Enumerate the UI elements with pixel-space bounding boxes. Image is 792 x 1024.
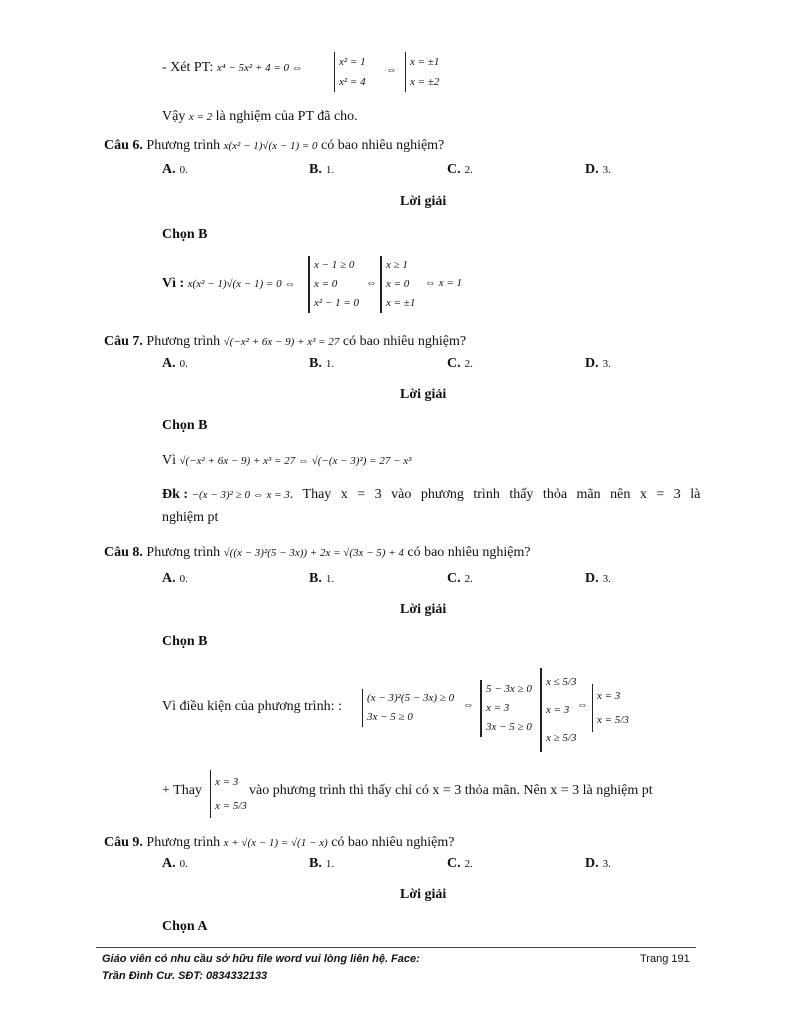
q7-condition xyxy=(162,487,700,503)
chosen-answer: Chọn B xyxy=(162,418,208,433)
q7-reason xyxy=(162,453,411,469)
chosen-answer: Chọn B xyxy=(162,634,208,649)
option-letter: C. xyxy=(447,162,461,177)
q8-system-b xyxy=(480,680,532,737)
option-letter: D. xyxy=(585,571,599,586)
system-line: x − 1 ≥ 0 xyxy=(314,259,355,271)
footer-divider xyxy=(96,947,696,948)
system-line: x = 3 xyxy=(215,776,239,788)
system-line: x = 3 xyxy=(597,690,621,702)
intro-system-2 xyxy=(405,52,439,92)
option-value: 1. xyxy=(325,358,335,370)
option-c[interactable] xyxy=(447,571,473,587)
question-tail: có bao nhiêu nghiệm? xyxy=(407,545,531,560)
question-8 xyxy=(104,545,531,561)
chosen-answer: Chọn A xyxy=(162,919,208,934)
q8-iff: ⇔ xyxy=(463,699,474,711)
option-letter: C. xyxy=(447,571,461,586)
system-line: x = 0 xyxy=(314,278,338,290)
question-text: Phương trình xyxy=(146,138,221,153)
vay-label: Vậy xyxy=(162,109,186,124)
question-equation: √((x − 3)²(5 − 3x)) + 2x = √(3x − 5) + 4 xyxy=(223,547,404,559)
solution-heading: Lời giải xyxy=(400,887,447,902)
q8-reason: Vì điều kiện của phương trình: : xyxy=(162,699,342,714)
option-letter: A. xyxy=(162,356,176,371)
option-value: 0. xyxy=(179,858,188,870)
xet-label: - Xét PT: xyxy=(162,60,214,75)
intro-conclusion xyxy=(162,109,358,125)
system-line: x = 3 xyxy=(486,702,510,714)
option-value: 1. xyxy=(325,858,335,870)
question-label: Câu 9. xyxy=(104,835,143,850)
option-letter: A. xyxy=(162,162,176,177)
q8-thay-system xyxy=(210,770,247,818)
page-number: Trang 191 xyxy=(640,953,690,965)
option-value: 3. xyxy=(602,573,611,585)
vi-equation: √(−x² + 6x − 9) + x³ = 27 ⇔ √(−(x − 3)²) = 27 − x³ xyxy=(179,455,412,467)
option-a[interactable] xyxy=(162,356,188,372)
option-d[interactable] xyxy=(585,856,611,872)
question-text: Phương trình xyxy=(146,835,221,850)
option-value: 3. xyxy=(602,358,611,370)
xet-equation: x⁴ − 5x² + 4 = 0 ⇔ xyxy=(216,62,303,74)
option-b[interactable] xyxy=(309,162,334,178)
q8-system-a xyxy=(362,689,454,727)
intro-iff: ⇔ xyxy=(386,64,397,76)
option-b[interactable] xyxy=(309,571,334,587)
q6-reason xyxy=(162,276,295,292)
option-letter: B. xyxy=(309,571,322,586)
option-value: 2. xyxy=(464,164,473,176)
option-value: 0. xyxy=(179,573,188,585)
solution-heading: Lời giải xyxy=(400,602,447,617)
option-value: 0. xyxy=(179,358,188,370)
vay-equation: x = 2 xyxy=(188,111,213,123)
vay-rest: là nghiệm của PT đã cho. xyxy=(215,109,358,124)
solution-heading: Lời giải xyxy=(400,194,447,209)
question-equation: √(−x² + 6x − 9) + x³ = 27 xyxy=(223,336,340,348)
option-a[interactable] xyxy=(162,162,188,178)
footer-contact-line1: Giáo viên có nhu cầu sở hữu file word vui lòng liên hệ. Face: xyxy=(102,953,420,965)
option-value: 2. xyxy=(464,858,473,870)
system-line: x² − 1 = 0 xyxy=(314,297,360,309)
question-tail: có bao nhiêu nghiệm? xyxy=(321,138,445,153)
option-b[interactable] xyxy=(309,856,334,872)
option-a[interactable] xyxy=(162,856,188,872)
option-letter: A. xyxy=(162,856,176,871)
system-line: (x − 3)²(5 − 3x) ≥ 0 xyxy=(367,692,455,704)
option-letter: A. xyxy=(162,571,176,586)
q7-condition-line2: nghiệm pt xyxy=(162,510,219,525)
intro-sys2-line: x = ±2 xyxy=(410,76,440,88)
system-line: 3x − 5 ≥ 0 xyxy=(486,721,532,733)
q6-iff: ⇔ xyxy=(366,277,377,289)
option-letter: D. xyxy=(585,162,599,177)
system-line: x = ±1 xyxy=(386,297,416,309)
q6-result: ⇔ x = 1 xyxy=(425,277,463,289)
question-text: Phương trình xyxy=(146,334,221,349)
question-equation: x(x² − 1)√(x − 1) = 0 xyxy=(223,140,318,152)
system-line: x ≥ 1 xyxy=(386,259,408,271)
question-6 xyxy=(104,138,444,154)
dk-text: . Thay x = 3 vào phương trình thấy thỏa mãn nên x = 3 là xyxy=(289,487,701,502)
q8-system-c xyxy=(540,668,576,752)
question-text: Phương trình xyxy=(146,545,221,560)
option-b[interactable] xyxy=(309,356,334,372)
q8-iff-2: ⇔ xyxy=(577,699,588,711)
q8-thay-rest: vào phương trình thì thấy chỉ có x = 3 thỏa mãn. Nên x = 3 là nghiệm pt xyxy=(249,783,653,798)
option-d[interactable] xyxy=(585,356,611,372)
footer-contact-line2: Trần Đình Cư. SĐT: 0834332133 xyxy=(102,970,268,982)
question-tail: có bao nhiêu nghiệm? xyxy=(342,334,467,349)
question-label: Câu 8. xyxy=(104,545,143,560)
solution-heading: Lời giải xyxy=(400,387,447,402)
chosen-answer: Chọn B xyxy=(162,227,208,242)
vi-equation: x(x² − 1)√(x − 1) = 0 ⇔ xyxy=(187,278,296,290)
vi-label: Vì xyxy=(162,453,176,468)
system-line: x ≤ 5/3 xyxy=(546,676,577,688)
option-c[interactable] xyxy=(447,856,473,872)
system-line: x = 3 xyxy=(546,704,570,716)
intro-statement xyxy=(162,60,303,76)
system-line: x ≥ 5/3 xyxy=(546,732,577,744)
q8-system-d xyxy=(592,684,629,732)
system-line: 3x − 5 ≥ 0 xyxy=(367,711,413,723)
option-c[interactable] xyxy=(447,356,473,372)
option-value: 0. xyxy=(179,164,188,176)
option-d[interactable] xyxy=(585,162,611,178)
question-9 xyxy=(104,835,454,851)
q6-system-b xyxy=(380,256,415,313)
option-a[interactable] xyxy=(162,571,188,587)
option-value: 1. xyxy=(325,573,335,585)
dk-equation: −(x − 3)² ≥ 0 ⇔ x = 3 xyxy=(191,489,290,501)
question-label: Câu 7. xyxy=(104,334,143,349)
option-letter: D. xyxy=(585,856,599,871)
option-letter: C. xyxy=(447,356,461,371)
system-line: x = 5/3 xyxy=(597,714,629,726)
option-value: 3. xyxy=(602,164,611,176)
intro-sys2-line: x = ±1 xyxy=(410,56,440,68)
option-letter: B. xyxy=(309,356,322,371)
option-value: 3. xyxy=(602,858,611,870)
option-letter: B. xyxy=(309,856,322,871)
option-letter: C. xyxy=(447,856,461,871)
system-line: x = 0 xyxy=(386,278,410,290)
intro-sys1-line: x² = 1 xyxy=(339,56,366,68)
question-equation: x + √(x − 1) = √(1 − x) xyxy=(223,837,328,849)
option-value: 1. xyxy=(325,164,335,176)
q8-thay-label: + Thay xyxy=(162,783,202,798)
option-letter: D. xyxy=(585,356,599,371)
question-tail: có bao nhiêu nghiệm? xyxy=(331,835,455,850)
system-line: 5 − 3x ≥ 0 xyxy=(486,683,532,695)
option-value: 2. xyxy=(464,358,473,370)
question-label: Câu 6. xyxy=(104,138,143,153)
option-letter: B. xyxy=(309,162,322,177)
option-value: 2. xyxy=(464,573,473,585)
dk-label: Đk : xyxy=(162,487,189,502)
option-c[interactable] xyxy=(447,162,473,178)
intro-system-1 xyxy=(334,52,366,92)
question-7 xyxy=(104,334,466,350)
system-line: x = 5/3 xyxy=(215,800,247,812)
vi-label: Vì : xyxy=(162,276,185,291)
option-d[interactable] xyxy=(585,571,611,587)
intro-sys1-line: x² = 4 xyxy=(339,76,366,88)
q6-system-a xyxy=(308,256,359,313)
